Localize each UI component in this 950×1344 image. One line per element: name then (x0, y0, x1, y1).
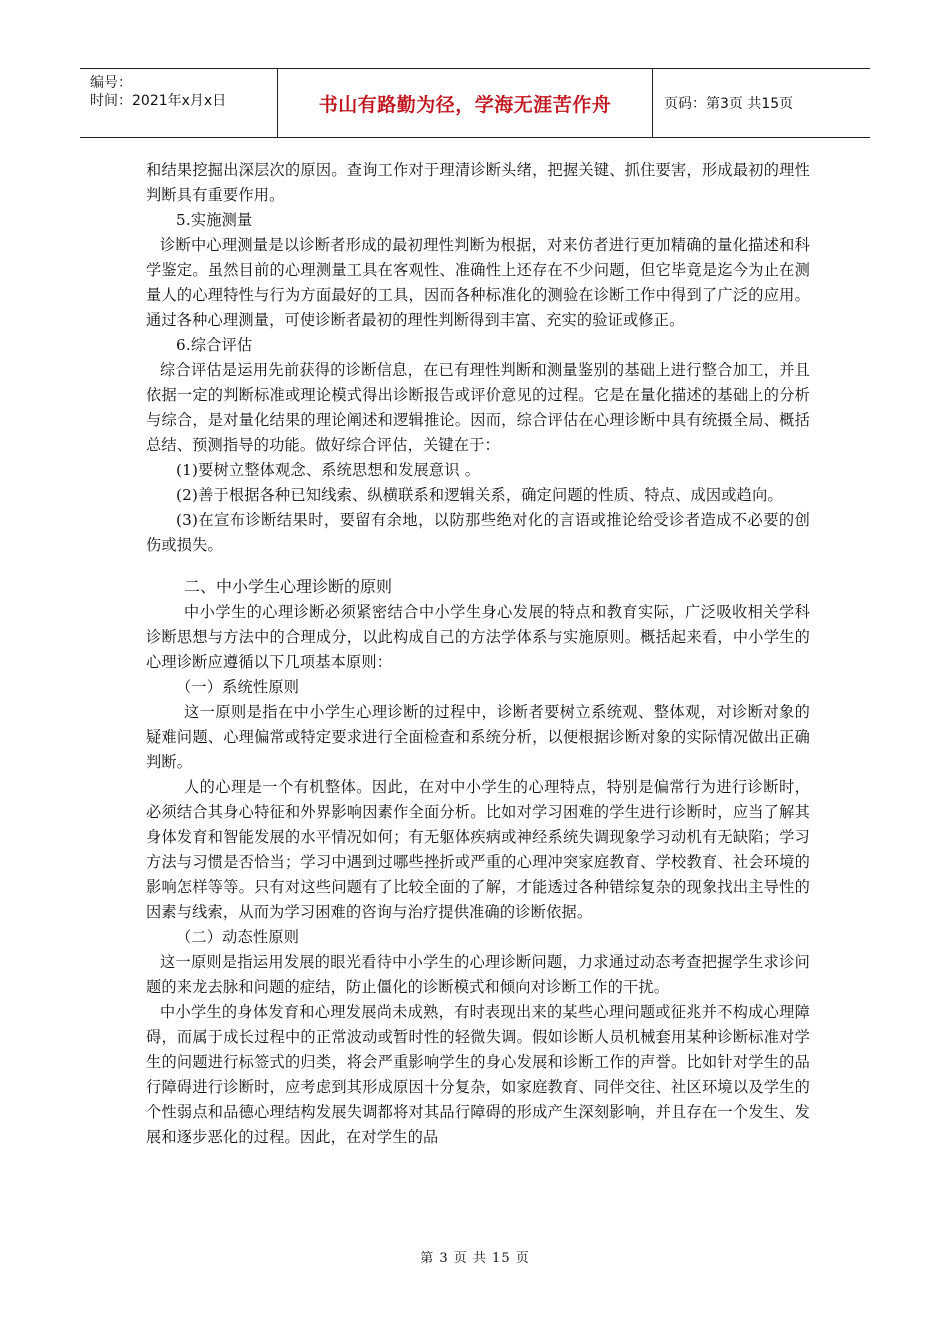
list-item: (1)要树立整体观念、系统思想和发展意识 。 (176, 461, 481, 479)
header-page-number: 页码：第3页 共15页 (664, 96, 794, 112)
list-item: (2)善于根据各种已知线索、纵横联系和逻辑关系，确定问题的性质、特点、成因或趋向。 (176, 486, 783, 504)
paragraph: 这一原则是指运用发展的眼光看待中小学生的心理诊断问题，力求通过动态考查把握学生求诊问题的来龙去脉和问题的症结，防止僵化的诊断模式和倾向对诊断工作的干扰。 (146, 953, 810, 996)
header-page-cell (654, 69, 870, 137)
paragraph: 诊断中心理测量是以诊断者形成的最初理性判断为根据，对来仿者进行更加精确的量化描述和科学鉴定。虽然目前的心理测量工具在客观性、准确性上还存在不少问题，但它毕竟是迄今为止在测量人的心理特性与行为方面最好的工具，因而各种标准化的测验在诊断工作中得到了广泛的应用。通过各种心理测量，可使诊断者最初的理性判断得到丰富、充实的验证或修正。 (146, 236, 810, 329)
subheading-systematic-principle: （一）系统性原则 (176, 678, 300, 696)
page-header (80, 68, 870, 138)
document-body (146, 158, 810, 1150)
paragraph: 和结果挖掘出深层次的原因。查询工作对于理清诊断头绪，把握关键、抓住要害，形成最初的理性判断具有重要作用。 (146, 161, 810, 204)
header-motto: 书山有路勤为径，学海无涯苦作舟 (318, 93, 612, 116)
subheading-dynamic-principle: （二）动态性原则 (176, 928, 300, 946)
list-item: (3)在宣布诊断结果时，要留有余地，以防那些绝对化的言语或推论给受诊者造成不必要的创伤或损失。 (146, 511, 810, 554)
document-time-label: 时间：2021年x月x日 (90, 93, 227, 109)
header-meta-cell (80, 69, 278, 137)
document-number-label: 编号： (90, 75, 132, 91)
paragraph: 中小学生的身体发育和心理发展尚未成熟，有时表现出来的某些心理问题或征兆并不构成心理障碍，而属于成长过程中的正常波动或暂时性的轻微失调。假如诊断人员机械套用某种诊断标准对学生的问题进行标签式的归类，将会严重影响学生的身心发展和诊断工作的声誉。比如针对学生的品行障碍进行诊断时，应考虑到其形成原因十分复杂，如家庭教育、同伴交往、社区环境以及学生的个性弱点和品德心理结构发展失调都将对其品行障碍的形成产生深刻影响，并且存在一个发生、发展和逐步恶化的过程。因此，在对学生的品 (146, 1003, 810, 1146)
spacer (146, 558, 810, 574)
page-footer: 第 3 页 共 15 页 (420, 1251, 530, 1266)
paragraph: 综合评估是运用先前获得的诊断信息，在已有理性判断和测量鉴别的基础上进行整合加工，并且依据一定的判断标准或理论模式得出诊断报告或评价意见的过程。它是在量化描述的基础上的分析与综合，是对量化结果的理论阐述和逻辑推论。因而，综合评估在心理诊断中具有统摄全局、概括总结、预测指导的功能。做好综合评估，关键在于： (146, 361, 810, 454)
paragraph: 中小学生的心理诊断必须紧密结合中小学生身心发展的特点和教育实际，广泛吸收相关学科诊断思想与方法中的合理成分，以此构成自己的方法学体系与实施原则。概括起来看，中小学生的心理诊断应遵循以下几项基本原则： (146, 603, 810, 671)
paragraph: 这一原则是指在中小学生心理诊断的过程中，诊断者要树立系统观、整体观，对诊断对象的疑难问题、心理偏常或特定要求进行全面检查和系统分析，以便根据诊断对象的实际情况做出正确判断。 (146, 703, 810, 771)
header-motto-cell (278, 69, 653, 137)
subheading-comprehensive-assessment: 6.综合评估 (176, 336, 253, 354)
section-heading: 二、中小学生心理诊断的原则 (184, 577, 393, 596)
paragraph: 人的心理是一个有机整体。因此，在对中小学生的心理特点，特别是偏常行为进行诊断时，必须结合其身心特征和外界影响因素作全面分析。比如对学习困难的学生进行诊断时，应当了解其身体发育和智能发展的水平情况如何；有无躯体疾病或神经系统失调现象学习动机有无缺陷；学习方法与习惯是否恰当；学习中遇到过哪些挫折或严重的心理冲突家庭教育、学校教育、社会环境的影响怎样等等。只有对这些问题有了比较全面的了解，才能透过各种错综复杂的现象找出主导性的因素与线索，从而为学习困难的咨询与治疗提供准确的诊断依据。 (146, 778, 810, 921)
subheading-implement-measurement: 5.实施测量 (176, 211, 253, 229)
